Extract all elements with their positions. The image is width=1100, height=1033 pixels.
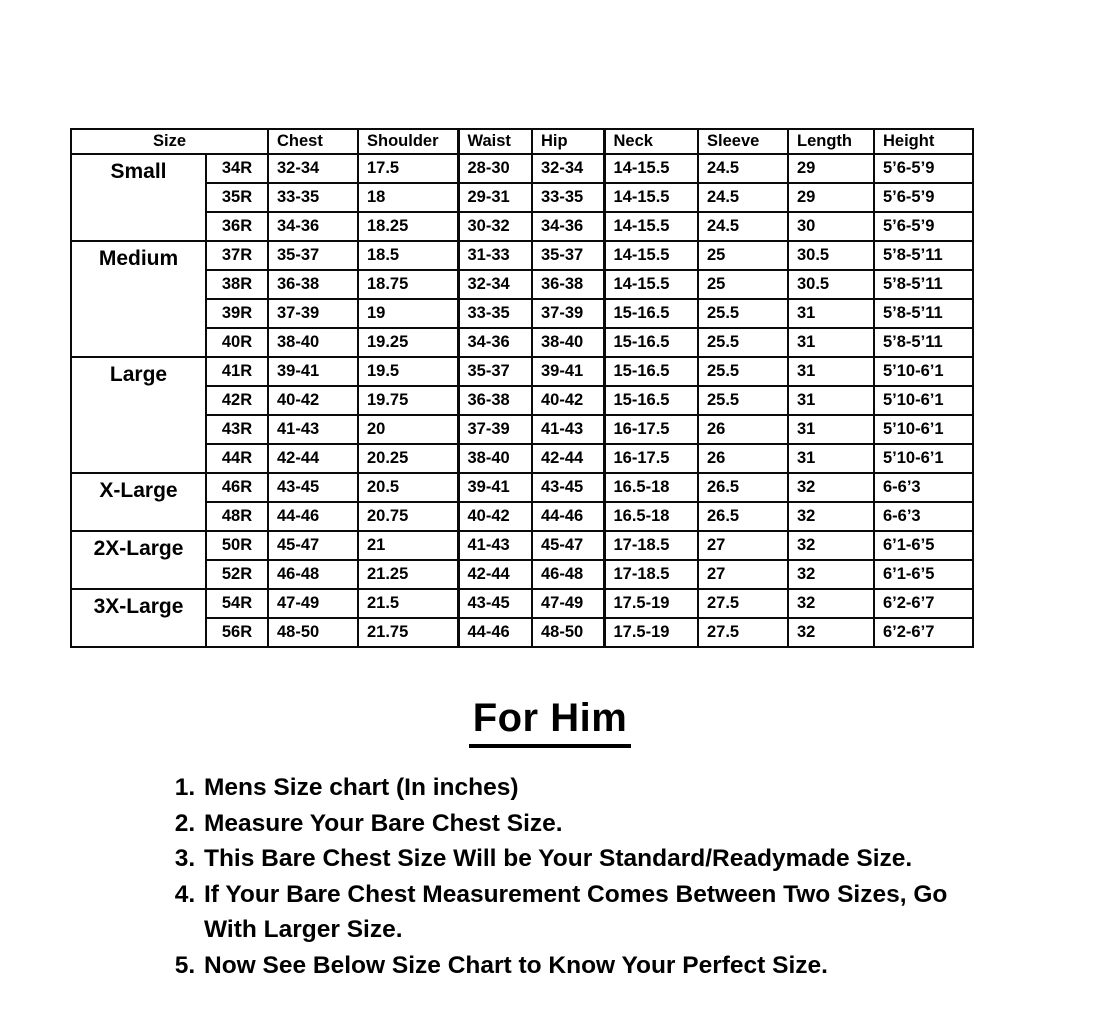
cell-hip: 48-50 — [532, 618, 604, 647]
size-row-50r — [71, 531, 973, 560]
size-code: 39R — [206, 299, 268, 328]
size-code: 37R — [206, 241, 268, 270]
size-row-41r — [71, 357, 973, 386]
size-row-42r — [71, 386, 973, 415]
cell-height: 5’8-5’11 — [874, 241, 973, 270]
cell-hip: 38-40 — [532, 328, 604, 357]
cell-sleeve: 26.5 — [698, 502, 788, 531]
cell-shoulder: 19.25 — [358, 328, 458, 357]
cell-waist: 43-45 — [458, 589, 532, 618]
cell-length: 32 — [788, 531, 874, 560]
cell-length: 32 — [788, 618, 874, 647]
size-table-body — [71, 154, 973, 647]
cell-sleeve: 26 — [698, 444, 788, 473]
instructions-list — [162, 770, 962, 983]
cell-height: 6’2-6’7 — [874, 589, 973, 618]
cell-waist: 30-32 — [458, 212, 532, 241]
cell-shoulder: 18 — [358, 183, 458, 212]
cell-hip: 40-42 — [532, 386, 604, 415]
cell-shoulder: 19 — [358, 299, 458, 328]
cell-shoulder: 20 — [358, 415, 458, 444]
size-group-label: X-Large — [71, 473, 206, 531]
header-shoulder: Shoulder — [358, 129, 458, 154]
cell-height: 5’10-6’1 — [874, 415, 973, 444]
cell-shoulder: 18.5 — [358, 241, 458, 270]
cell-sleeve: 27 — [698, 560, 788, 589]
cell-length: 30.5 — [788, 241, 874, 270]
cell-hip: 35-37 — [532, 241, 604, 270]
header-height: Height — [874, 129, 973, 154]
cell-sleeve: 25.5 — [698, 386, 788, 415]
cell-neck: 17.5-19 — [604, 589, 698, 618]
cell-hip: 47-49 — [532, 589, 604, 618]
cell-waist: 36-38 — [458, 386, 532, 415]
cell-shoulder: 19.75 — [358, 386, 458, 415]
cell-shoulder: 20.25 — [358, 444, 458, 473]
for-him-heading-container — [0, 696, 1100, 748]
cell-neck: 16-17.5 — [604, 415, 698, 444]
size-code: 38R — [206, 270, 268, 299]
cell-sleeve: 25.5 — [698, 299, 788, 328]
size-code: 44R — [206, 444, 268, 473]
size-row-35r — [71, 183, 973, 212]
instruction-item-3: 3. This Bare Chest Size Will be Your Standard/Readymade Size. — [202, 841, 962, 877]
size-group-label: Medium — [71, 241, 206, 357]
size-code: 54R — [206, 589, 268, 618]
size-row-54r — [71, 589, 973, 618]
cell-waist: 33-35 — [458, 299, 532, 328]
cell-waist: 34-36 — [458, 328, 532, 357]
header-hip: Hip — [532, 129, 604, 154]
cell-sleeve: 24.5 — [698, 212, 788, 241]
size-row-39r — [71, 299, 973, 328]
cell-shoulder: 17.5 — [358, 154, 458, 183]
cell-length: 29 — [788, 183, 874, 212]
cell-hip: 37-39 — [532, 299, 604, 328]
cell-sleeve: 27 — [698, 531, 788, 560]
size-code: 43R — [206, 415, 268, 444]
cell-hip: 32-34 — [532, 154, 604, 183]
cell-chest: 32-34 — [268, 154, 358, 183]
size-code: 50R — [206, 531, 268, 560]
cell-neck: 17-18.5 — [604, 560, 698, 589]
cell-waist: 29-31 — [458, 183, 532, 212]
cell-shoulder: 21 — [358, 531, 458, 560]
size-row-34r — [71, 154, 973, 183]
header-chest: Chest — [268, 129, 358, 154]
cell-chest: 42-44 — [268, 444, 358, 473]
size-code: 34R — [206, 154, 268, 183]
size-group-label: 3X-Large — [71, 589, 206, 647]
cell-height: 5’6-5’9 — [874, 154, 973, 183]
cell-neck: 14-15.5 — [604, 154, 698, 183]
cell-shoulder: 18.75 — [358, 270, 458, 299]
size-code: 46R — [206, 473, 268, 502]
cell-chest: 41-43 — [268, 415, 358, 444]
size-row-46r — [71, 473, 973, 502]
cell-neck: 16.5-18 — [604, 502, 698, 531]
cell-sleeve: 25 — [698, 241, 788, 270]
cell-neck: 17-18.5 — [604, 531, 698, 560]
cell-sleeve: 24.5 — [698, 154, 788, 183]
cell-neck: 14-15.5 — [604, 183, 698, 212]
cell-length: 31 — [788, 299, 874, 328]
for-him-heading: For Him — [469, 696, 632, 748]
cell-shoulder: 21.25 — [358, 560, 458, 589]
cell-length: 31 — [788, 386, 874, 415]
size-code: 35R — [206, 183, 268, 212]
size-row-48r — [71, 502, 973, 531]
cell-waist: 42-44 — [458, 560, 532, 589]
cell-waist: 38-40 — [458, 444, 532, 473]
cell-chest: 39-41 — [268, 357, 358, 386]
cell-length: 32 — [788, 560, 874, 589]
table-header-row — [71, 129, 973, 154]
cell-waist: 39-41 — [458, 473, 532, 502]
cell-neck: 14-15.5 — [604, 241, 698, 270]
cell-height: 5’10-6’1 — [874, 444, 973, 473]
cell-sleeve: 25.5 — [698, 357, 788, 386]
size-group-label: 2X-Large — [71, 531, 206, 589]
cell-shoulder: 20.5 — [358, 473, 458, 502]
cell-shoulder: 20.75 — [358, 502, 458, 531]
size-row-40r — [71, 328, 973, 357]
cell-height: 5’10-6’1 — [874, 357, 973, 386]
cell-height: 5’6-5’9 — [874, 183, 973, 212]
cell-chest: 40-42 — [268, 386, 358, 415]
header-size: Size — [71, 129, 268, 154]
cell-waist: 31-33 — [458, 241, 532, 270]
size-code: 41R — [206, 357, 268, 386]
size-code: 40R — [206, 328, 268, 357]
cell-chest: 35-37 — [268, 241, 358, 270]
header-waist: Waist — [458, 129, 532, 154]
cell-height: 6’1-6’5 — [874, 531, 973, 560]
cell-length: 31 — [788, 444, 874, 473]
cell-length: 32 — [788, 589, 874, 618]
cell-hip: 36-38 — [532, 270, 604, 299]
cell-sleeve: 26.5 — [698, 473, 788, 502]
cell-hip: 44-46 — [532, 502, 604, 531]
cell-hip: 34-36 — [532, 212, 604, 241]
size-group-label: Large — [71, 357, 206, 473]
size-row-38r — [71, 270, 973, 299]
cell-chest: 48-50 — [268, 618, 358, 647]
instruction-item-5: 5. Now See Below Size Chart to Know Your Perfect Size. — [202, 948, 962, 984]
cell-sleeve: 24.5 — [698, 183, 788, 212]
cell-neck: 15-16.5 — [604, 357, 698, 386]
cell-shoulder: 18.25 — [358, 212, 458, 241]
cell-length: 30 — [788, 212, 874, 241]
cell-hip: 45-47 — [532, 531, 604, 560]
cell-chest: 46-48 — [268, 560, 358, 589]
size-code: 48R — [206, 502, 268, 531]
cell-neck: 15-16.5 — [604, 386, 698, 415]
header-length: Length — [788, 129, 874, 154]
cell-height: 6’2-6’7 — [874, 618, 973, 647]
cell-neck: 16.5-18 — [604, 473, 698, 502]
cell-waist: 28-30 — [458, 154, 532, 183]
size-code: 56R — [206, 618, 268, 647]
cell-chest: 34-36 — [268, 212, 358, 241]
cell-hip: 39-41 — [532, 357, 604, 386]
size-row-52r — [71, 560, 973, 589]
cell-waist: 32-34 — [458, 270, 532, 299]
size-code: 42R — [206, 386, 268, 415]
cell-chest: 38-40 — [268, 328, 358, 357]
cell-height: 5’8-5’11 — [874, 328, 973, 357]
cell-shoulder: 21.5 — [358, 589, 458, 618]
size-group-label: Small — [71, 154, 206, 241]
cell-neck: 14-15.5 — [604, 212, 698, 241]
cell-waist: 44-46 — [458, 618, 532, 647]
cell-chest: 45-47 — [268, 531, 358, 560]
cell-hip: 46-48 — [532, 560, 604, 589]
cell-waist: 35-37 — [458, 357, 532, 386]
cell-chest: 33-35 — [268, 183, 358, 212]
cell-neck: 16-17.5 — [604, 444, 698, 473]
cell-height: 6-6’3 — [874, 473, 973, 502]
cell-height: 5’8-5’11 — [874, 270, 973, 299]
cell-length: 31 — [788, 328, 874, 357]
cell-waist: 40-42 — [458, 502, 532, 531]
cell-hip: 43-45 — [532, 473, 604, 502]
header-neck: Neck — [604, 129, 698, 154]
cell-height: 5’6-5’9 — [874, 212, 973, 241]
cell-neck: 17.5-19 — [604, 618, 698, 647]
size-code: 36R — [206, 212, 268, 241]
instruction-item-4: 4. If Your Bare Chest Measurement Comes Between Two Sizes, Go With Larger Size. — [202, 877, 962, 948]
cell-chest: 44-46 — [268, 502, 358, 531]
cell-length: 31 — [788, 415, 874, 444]
cell-chest: 47-49 — [268, 589, 358, 618]
cell-neck: 14-15.5 — [604, 270, 698, 299]
cell-waist: 37-39 — [458, 415, 532, 444]
cell-chest: 37-39 — [268, 299, 358, 328]
cell-shoulder: 19.5 — [358, 357, 458, 386]
size-code: 52R — [206, 560, 268, 589]
cell-neck: 15-16.5 — [604, 299, 698, 328]
cell-length: 29 — [788, 154, 874, 183]
size-row-36r — [71, 212, 973, 241]
cell-length: 31 — [788, 357, 874, 386]
cell-hip: 42-44 — [532, 444, 604, 473]
cell-height: 5’10-6’1 — [874, 386, 973, 415]
cell-neck: 15-16.5 — [604, 328, 698, 357]
cell-hip: 33-35 — [532, 183, 604, 212]
cell-sleeve: 27.5 — [698, 589, 788, 618]
cell-length: 32 — [788, 502, 874, 531]
instruction-item-2: 2. Measure Your Bare Chest Size. — [202, 806, 962, 842]
cell-sleeve: 25 — [698, 270, 788, 299]
cell-sleeve: 26 — [698, 415, 788, 444]
cell-chest: 43-45 — [268, 473, 358, 502]
cell-length: 30.5 — [788, 270, 874, 299]
size-row-44r — [71, 444, 973, 473]
cell-sleeve: 27.5 — [698, 618, 788, 647]
header-sleeve: Sleeve — [698, 129, 788, 154]
cell-hip: 41-43 — [532, 415, 604, 444]
cell-height: 6’1-6’5 — [874, 560, 973, 589]
mens-size-table — [70, 128, 974, 648]
size-row-43r — [71, 415, 973, 444]
cell-length: 32 — [788, 473, 874, 502]
size-row-37r — [71, 241, 973, 270]
cell-waist: 41-43 — [458, 531, 532, 560]
cell-height: 6-6’3 — [874, 502, 973, 531]
cell-chest: 36-38 — [268, 270, 358, 299]
size-row-56r — [71, 618, 973, 647]
instruction-item-1: 1. Mens Size chart (In inches) — [202, 770, 962, 806]
cell-shoulder: 21.75 — [358, 618, 458, 647]
cell-height: 5’8-5’11 — [874, 299, 973, 328]
cell-sleeve: 25.5 — [698, 328, 788, 357]
